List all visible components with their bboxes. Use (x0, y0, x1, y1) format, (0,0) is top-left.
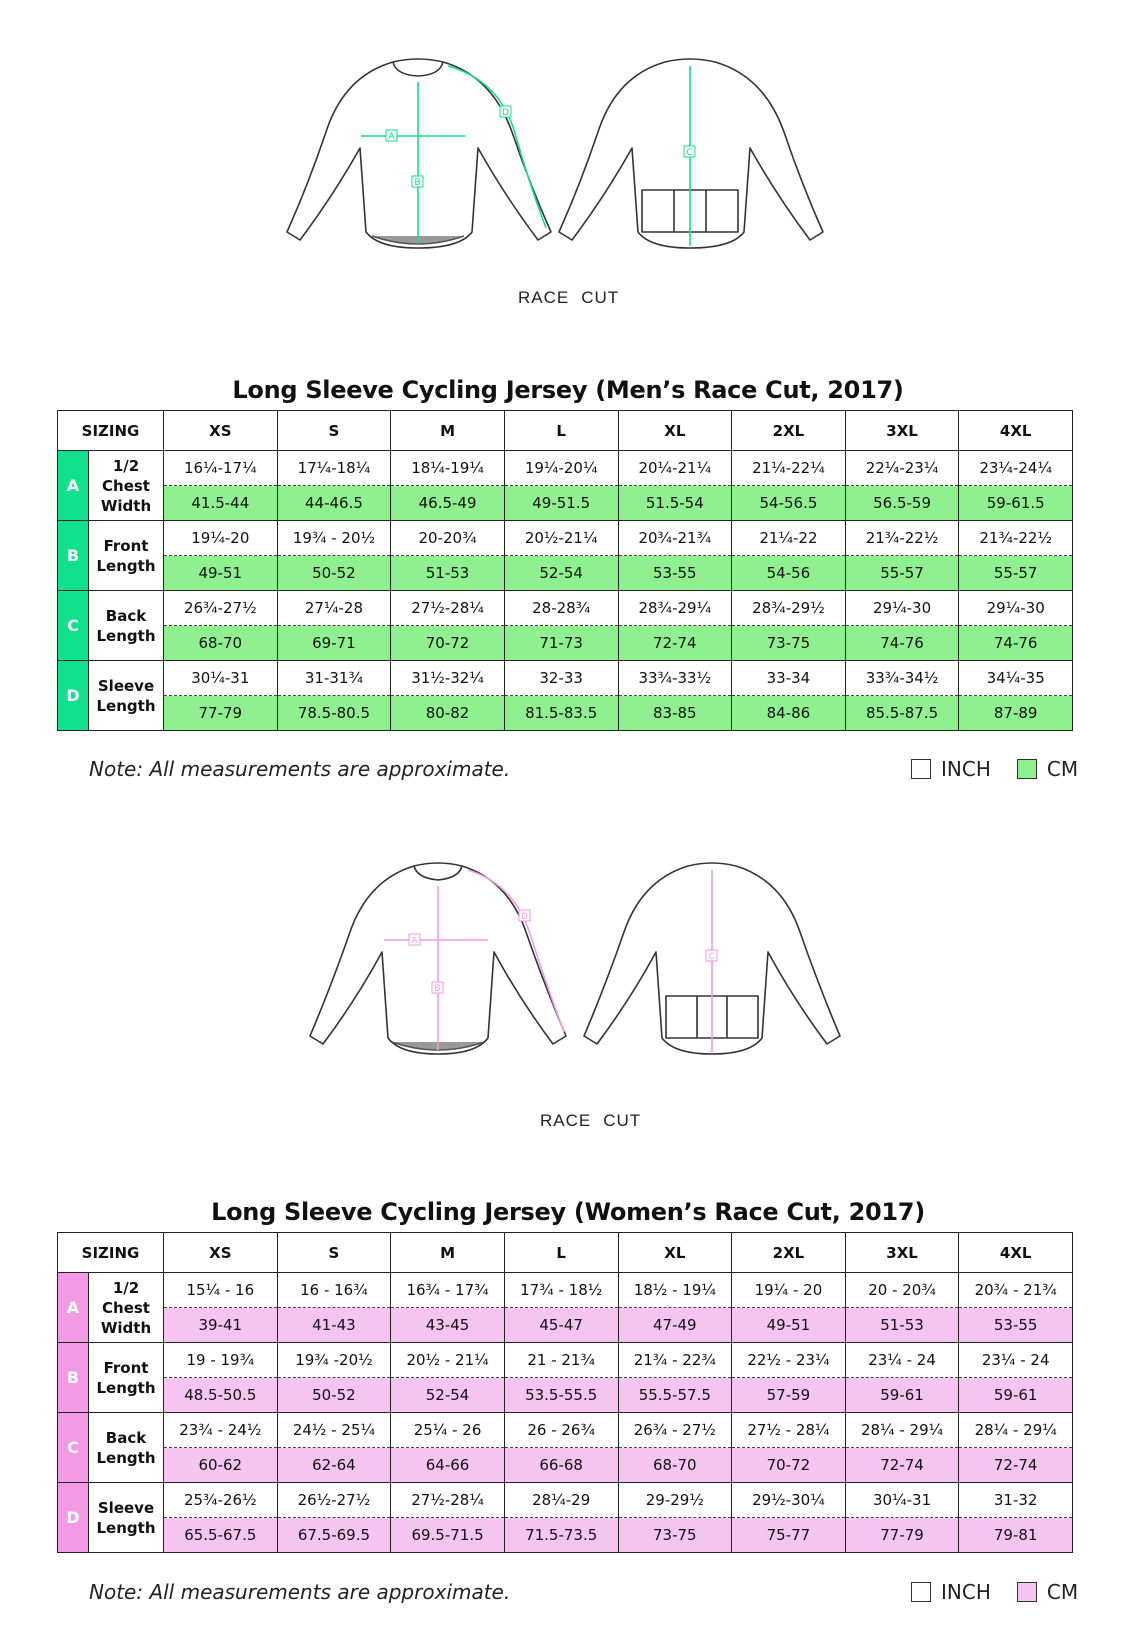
men-inch-cell: 28¾-29½ (732, 591, 846, 626)
women-inch-cell: 16 - 16¾ (277, 1273, 391, 1308)
women-row-letter: C (58, 1413, 89, 1483)
men-inch-cell: 23¼-24¼ (959, 451, 1073, 486)
women-header-size: XL (618, 1233, 732, 1273)
women-inch-cell: 15¼ - 16 (164, 1273, 278, 1308)
women-cm-cell: 49-51 (732, 1308, 846, 1343)
women-cm-cell: 51-53 (845, 1308, 959, 1343)
women-row-cm (58, 1378, 1073, 1413)
men-legend-cm-swatch (1017, 759, 1037, 779)
men-row-inch (58, 521, 1073, 556)
women-cm-cell: 66-68 (504, 1448, 618, 1483)
men-header-size: 2XL (732, 411, 846, 451)
women-row-name-line: Length (96, 1378, 156, 1397)
women-inch-cell: 29-29½ (618, 1483, 732, 1518)
men-cm-cell: 49-51 (164, 556, 278, 591)
men-jersey-illustration (0, 0, 1136, 260)
men-table-title: Long Sleeve Cycling Jersey (Men’s Race Cut, 2017) (232, 376, 904, 404)
women-row-cm (58, 1518, 1073, 1553)
men-inch-cell: 30¼-31 (164, 661, 278, 696)
women-row-name (89, 1483, 164, 1553)
women-cm-cell: 68-70 (618, 1448, 732, 1483)
men-inch-cell: 21¾-22½ (845, 521, 959, 556)
women-cm-cell: 72-74 (845, 1448, 959, 1483)
men-inch-cell: 16¼-17¼ (164, 451, 278, 486)
women-inch-cell: 25¼ - 26 (391, 1413, 505, 1448)
men-cm-cell: 49-51.5 (504, 486, 618, 521)
men-inch-cell: 19¼-20 (164, 521, 278, 556)
women-inch-cell: 28¼-29 (504, 1483, 618, 1518)
women-marker-a: A (411, 936, 418, 946)
women-inch-cell: 28¼ - 29¼ (959, 1413, 1073, 1448)
men-row-letter: D (58, 661, 89, 731)
women-legend-cm-label: CM (1046, 1580, 1079, 1604)
women-cm-cell: 43-45 (391, 1308, 505, 1343)
women-inch-cell: 29½-30¼ (732, 1483, 846, 1518)
women-marker-d: D (521, 912, 528, 922)
women-inch-cell: 31-32 (959, 1483, 1073, 1518)
men-row-name-line: Chest (102, 476, 150, 495)
women-inch-cell: 23¼ - 24 (959, 1343, 1073, 1378)
women-cm-cell: 50-52 (277, 1378, 391, 1413)
women-inch-cell: 23¾ - 24½ (164, 1413, 278, 1448)
men-cm-cell: 77-79 (164, 696, 278, 731)
women-marker-b: B (434, 984, 441, 994)
men-inch-cell: 33¾-33½ (618, 661, 732, 696)
men-cm-cell: 81.5-83.5 (504, 696, 618, 731)
men-marker-b: B (414, 178, 421, 188)
women-row-letter: D (58, 1483, 89, 1553)
women-cm-cell: 57-59 (732, 1378, 846, 1413)
women-inch-cell: 19¾ -20½ (277, 1343, 391, 1378)
women-header-size: M (391, 1233, 505, 1273)
women-inch-cell: 21¾ - 22¾ (618, 1343, 732, 1378)
women-row-cm (58, 1448, 1073, 1483)
men-inch-cell: 29¼-30 (959, 591, 1073, 626)
men-row-cm (58, 556, 1073, 591)
men-cm-cell: 51-53 (391, 556, 505, 591)
men-row-letter: A (58, 451, 89, 521)
women-header-size: L (504, 1233, 618, 1273)
women-header-size: S (277, 1233, 391, 1273)
women-table-body (58, 1273, 1073, 1553)
men-inch-cell: 27¼-28 (277, 591, 391, 626)
men-header-size: XL (618, 411, 732, 451)
women-inch-cell: 19¼ - 20 (732, 1273, 846, 1308)
men-inch-cell: 31-31¾ (277, 661, 391, 696)
women-cm-cell: 72-74 (959, 1448, 1073, 1483)
women-note: Note: All measurements are approximate. (89, 1580, 511, 1604)
men-row-name-line: Width (100, 496, 152, 515)
women-row-name-line: 1/2 (112, 1278, 140, 1297)
men-cm-cell: 74-76 (845, 626, 959, 661)
men-inch-cell: 31½-32¼ (391, 661, 505, 696)
men-header-size: M (391, 411, 505, 451)
men-inch-cell: 21¾-22½ (959, 521, 1073, 556)
women-table-title: Long Sleeve Cycling Jersey (Women’s Race Cut, 2017) (211, 1198, 925, 1226)
women-cm-cell: 55.5-57.5 (618, 1378, 732, 1413)
men-row-cm (58, 626, 1073, 661)
women-row-inch (58, 1273, 1073, 1308)
men-legend-cm (1017, 757, 1078, 781)
women-cm-cell: 41-43 (277, 1308, 391, 1343)
women-cm-cell: 39-41 (164, 1308, 278, 1343)
women-row-name-line: Front (103, 1358, 149, 1377)
women-inch-cell: 30¼-31 (845, 1483, 959, 1518)
women-inch-cell: 27½ - 28¼ (732, 1413, 846, 1448)
men-inch-cell: 19¼-20¼ (504, 451, 618, 486)
men-row-cm (58, 486, 1073, 521)
women-cm-cell: 79-81 (959, 1518, 1073, 1553)
women-cm-cell: 69.5-71.5 (391, 1518, 505, 1553)
women-legend (911, 1580, 1078, 1604)
men-inch-cell: 17¼-18¼ (277, 451, 391, 486)
men-cm-cell: 87-89 (959, 696, 1073, 731)
women-row-letter: A (58, 1273, 89, 1343)
women-row-inch (58, 1483, 1073, 1518)
men-cut-label-word2: CUT (581, 288, 620, 307)
men-cm-cell: 53-55 (618, 556, 732, 591)
women-row-inch (58, 1413, 1073, 1448)
men-inch-cell: 20½-21¼ (504, 521, 618, 556)
women-header-size: 2XL (732, 1233, 846, 1273)
men-inch-cell: 21¼-22¼ (732, 451, 846, 486)
women-header-row (58, 1233, 1073, 1273)
women-inch-cell: 17¾ - 18½ (504, 1273, 618, 1308)
women-inch-cell: 26 - 26¾ (504, 1413, 618, 1448)
women-cm-cell: 75-77 (732, 1518, 846, 1553)
men-header-size: S (277, 411, 391, 451)
men-cm-cell: 71-73 (504, 626, 618, 661)
men-row-name-line: Length (96, 696, 156, 715)
men-inch-cell: 33¾-34½ (845, 661, 959, 696)
women-cm-cell: 65.5-67.5 (164, 1518, 278, 1553)
men-row-name-line: Length (96, 626, 156, 645)
men-cm-cell: 56.5-59 (845, 486, 959, 521)
men-cm-cell: 80-82 (391, 696, 505, 731)
women-header-size: 3XL (845, 1233, 959, 1273)
men-header-size: L (504, 411, 618, 451)
women-row-letter: B (58, 1343, 89, 1413)
men-inch-cell: 20¼-21¼ (618, 451, 732, 486)
men-cm-cell: 44-46.5 (277, 486, 391, 521)
women-inch-cell: 16¾ - 17¾ (391, 1273, 505, 1308)
women-legend-cm-swatch (1017, 1582, 1037, 1602)
men-row-name-line: 1/2 (112, 456, 140, 475)
women-inch-cell: 22½ - 23¼ (732, 1343, 846, 1378)
men-row-name (89, 451, 164, 521)
men-cm-cell: 85.5-87.5 (845, 696, 959, 731)
women-cm-cell: 45-47 (504, 1308, 618, 1343)
women-cm-cell: 67.5-69.5 (277, 1518, 391, 1553)
women-legend-cm (1017, 1580, 1078, 1604)
men-inch-cell: 32-33 (504, 661, 618, 696)
women-jersey-illustration (0, 860, 1136, 1080)
women-cm-cell: 71.5-73.5 (504, 1518, 618, 1553)
women-header-sizing: SIZING (58, 1233, 164, 1273)
women-row-name-line: Sleeve (97, 1498, 155, 1517)
men-inch-cell: 22¼-23¼ (845, 451, 959, 486)
men-inch-cell: 29¼-30 (845, 591, 959, 626)
women-header-size: XS (164, 1233, 278, 1273)
men-inch-cell: 21¼-22 (732, 521, 846, 556)
men-cm-cell: 68-70 (164, 626, 278, 661)
women-inch-cell: 20 - 20¾ (845, 1273, 959, 1308)
men-row-name (89, 591, 164, 661)
men-row-name-line: Sleeve (97, 676, 155, 695)
men-legend-inch-label: INCH (941, 757, 991, 781)
men-cm-cell: 51.5-54 (618, 486, 732, 521)
women-row-inch (58, 1343, 1073, 1378)
men-cut-label (518, 288, 619, 308)
women-header-size: 4XL (959, 1233, 1073, 1273)
men-cm-cell: 41.5-44 (164, 486, 278, 521)
men-cm-cell: 46.5-49 (391, 486, 505, 521)
men-cm-cell: 55-57 (845, 556, 959, 591)
women-marker-c: C (708, 952, 715, 962)
women-cm-cell: 59-61 (959, 1378, 1073, 1413)
men-table-body (58, 451, 1073, 731)
women-inch-cell: 23¼ - 24 (845, 1343, 959, 1378)
men-cm-cell: 74-76 (959, 626, 1073, 661)
men-marker-d: D (502, 108, 509, 118)
women-legend-inch-swatch (911, 1582, 931, 1602)
men-inch-cell: 19¾ - 20½ (277, 521, 391, 556)
women-inch-cell: 18½ - 19¼ (618, 1273, 732, 1308)
men-cm-cell: 54-56.5 (732, 486, 846, 521)
women-legend-inch (911, 1580, 991, 1604)
men-row-inch (58, 661, 1073, 696)
women-row-cm (58, 1308, 1073, 1343)
women-row-name (89, 1413, 164, 1483)
women-cm-cell: 48.5-50.5 (164, 1378, 278, 1413)
women-cm-cell: 62-64 (277, 1448, 391, 1483)
women-cut-label-word2: CUT (603, 1111, 642, 1130)
men-note: Note: All measurements are approximate. (89, 757, 511, 781)
women-inch-cell: 24½ - 25¼ (277, 1413, 391, 1448)
men-marker-c: C (686, 148, 693, 158)
women-inch-cell: 27½-28¼ (391, 1483, 505, 1518)
men-cm-cell: 84-86 (732, 696, 846, 731)
men-header-sizing: SIZING (58, 411, 164, 451)
men-cut-label-word1: RACE (518, 288, 570, 307)
women-row-name-line: Length (96, 1518, 156, 1537)
men-header-row (58, 411, 1073, 451)
women-row-name (89, 1343, 164, 1413)
men-header-size: 3XL (845, 411, 959, 451)
men-legend-inch-swatch (911, 759, 931, 779)
men-inch-cell: 20-20¾ (391, 521, 505, 556)
women-cm-cell: 73-75 (618, 1518, 732, 1553)
men-row-cm (58, 696, 1073, 731)
women-cut-label-word1: RACE (540, 1111, 592, 1130)
women-row-name-line: Width (100, 1318, 152, 1337)
men-row-name-line: Front (103, 536, 149, 555)
men-row-name-line: Length (96, 556, 156, 575)
women-row-name-line: Back (105, 1428, 147, 1447)
men-inch-cell: 26¾-27½ (164, 591, 278, 626)
men-cm-cell: 73-75 (732, 626, 846, 661)
men-marker-a: A (388, 132, 395, 142)
women-row-name-line: Length (96, 1448, 156, 1467)
men-cm-cell: 69-71 (277, 626, 391, 661)
women-inch-cell: 21 - 21¾ (504, 1343, 618, 1378)
women-inch-cell: 19 - 19¾ (164, 1343, 278, 1378)
men-legend-cm-label: CM (1046, 757, 1079, 781)
women-cm-cell: 77-79 (845, 1518, 959, 1553)
women-inch-cell: 20½ - 21¼ (391, 1343, 505, 1378)
men-inch-cell: 28-28¾ (504, 591, 618, 626)
men-row-inch (58, 591, 1073, 626)
women-inch-cell: 26½-27½ (277, 1483, 391, 1518)
men-cm-cell: 72-74 (618, 626, 732, 661)
men-legend-inch (911, 757, 991, 781)
women-cm-cell: 53-55 (959, 1308, 1073, 1343)
men-row-name-line: Back (105, 606, 147, 625)
women-row-name-line: Chest (102, 1298, 150, 1317)
men-cm-cell: 54-56 (732, 556, 846, 591)
men-inch-cell: 33-34 (732, 661, 846, 696)
men-cm-cell: 55-57 (959, 556, 1073, 591)
women-size-table (57, 1232, 1073, 1553)
men-inch-cell: 34¼-35 (959, 661, 1073, 696)
men-header-size: XS (164, 411, 278, 451)
women-cut-label (540, 1111, 641, 1131)
women-inch-cell: 28¼ - 29¼ (845, 1413, 959, 1448)
men-inch-cell: 20¾-21¾ (618, 521, 732, 556)
women-cm-cell: 47-49 (618, 1308, 732, 1343)
men-row-name (89, 521, 164, 591)
men-inch-cell: 28¾-29¼ (618, 591, 732, 626)
men-cm-cell: 52-54 (504, 556, 618, 591)
men-legend (911, 757, 1078, 781)
men-front-jersey-outline (287, 59, 551, 248)
men-row-inch (58, 451, 1073, 486)
men-header-size: 4XL (959, 411, 1073, 451)
men-cm-cell: 83-85 (618, 696, 732, 731)
men-row-letter: C (58, 591, 89, 661)
women-inch-cell: 20¾ - 21¾ (959, 1273, 1073, 1308)
women-inch-cell: 26¾ - 27½ (618, 1413, 732, 1448)
women-cm-cell: 59-61 (845, 1378, 959, 1413)
men-cm-cell: 78.5-80.5 (277, 696, 391, 731)
men-cm-cell: 70-72 (391, 626, 505, 661)
men-row-name (89, 661, 164, 731)
women-cm-cell: 64-66 (391, 1448, 505, 1483)
women-row-name (89, 1273, 164, 1343)
women-cm-cell: 53.5-55.5 (504, 1378, 618, 1413)
women-legend-inch-label: INCH (941, 1580, 991, 1604)
men-cm-cell: 50-52 (277, 556, 391, 591)
men-inch-cell: 18¼-19¼ (391, 451, 505, 486)
women-cm-cell: 60-62 (164, 1448, 278, 1483)
women-inch-cell: 25¾-26½ (164, 1483, 278, 1518)
men-cm-cell: 59-61.5 (959, 486, 1073, 521)
women-cm-cell: 70-72 (732, 1448, 846, 1483)
women-cm-cell: 52-54 (391, 1378, 505, 1413)
men-row-letter: B (58, 521, 89, 591)
men-inch-cell: 27½-28¼ (391, 591, 505, 626)
men-size-table (57, 410, 1073, 731)
